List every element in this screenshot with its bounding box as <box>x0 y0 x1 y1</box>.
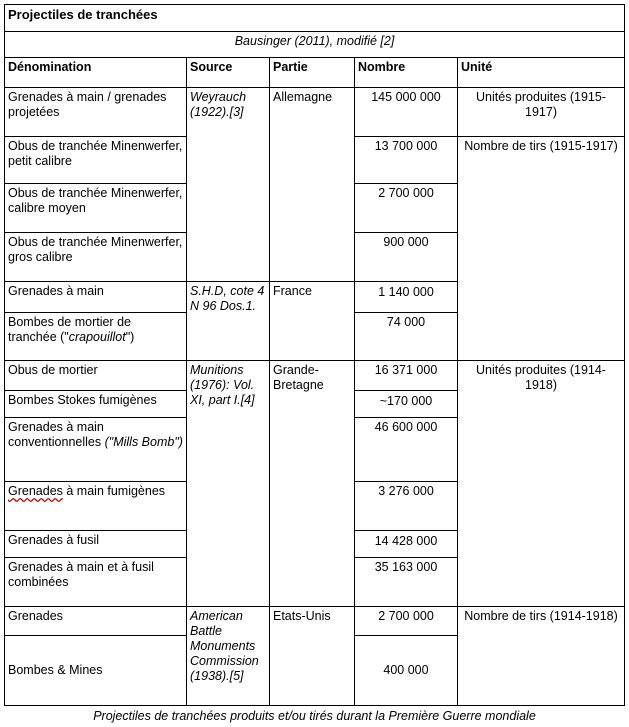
nombre-cell: 2 700 000 <box>355 607 458 636</box>
denomination-text: Grenades à main conventionnelles <box>8 419 105 449</box>
denomination-cell: Obus de tranchée Minenwerfer, gros calibre <box>5 232 187 281</box>
nombre-cell: ~170 000 <box>355 390 458 417</box>
denomination-cell: Obus de tranchée Minenwerfer, petit calibre <box>5 137 187 184</box>
source-cell: Weyrauch (1922).[3] <box>187 88 270 281</box>
figure-caption: Projectiles de tranchées produits et/ou tirés durant la Première Guerre mondiale <box>93 709 536 723</box>
denomination-cell: Bombes & Mines <box>5 636 187 706</box>
denomination-cell <box>5 312 187 360</box>
denomination-cell: Grenades à main / grenades projetées <box>5 88 187 137</box>
source-cell: American Battle Monuments Commission (1938).[5] <box>187 607 270 706</box>
unite-cell: Unités produites (1915-1917) <box>458 88 625 137</box>
denomination-text: à main fumigènes <box>62 484 166 499</box>
denomination-cell: Grenades à main <box>5 281 187 312</box>
header-source: Source <box>187 58 270 88</box>
partie-cell: Allemagne <box>270 88 355 281</box>
nombre-cell: 2 700 000 <box>355 183 458 232</box>
nombre-cell: 145 000 000 <box>355 88 458 137</box>
denomination-cell <box>5 482 187 531</box>
denomination-cell: Grenades <box>5 607 187 636</box>
header-partie: Partie <box>270 58 355 88</box>
source-cell: Munitions (1976): Vol. XI, part I.[4] <box>187 360 270 606</box>
title-row <box>5 5 625 32</box>
denomination-cell <box>5 417 187 481</box>
table-title: Projectiles de tranchées <box>5 5 625 32</box>
source-cell: S.H.D, cote 4 N 96 Dos.1. <box>187 281 270 360</box>
nombre-cell: 74 000 <box>355 312 458 360</box>
table-row <box>5 88 625 137</box>
partie-cell: Etats-Unis <box>270 607 355 706</box>
denomination-cell: Grenades à main et à fusil combinées <box>5 558 187 607</box>
table-subtitle: Bausinger (2011), modifié [2] <box>5 32 625 58</box>
unite-cell: Unités produites (1914-1918) <box>458 360 625 606</box>
table-row <box>5 360 625 390</box>
nombre-cell: 1 140 000 <box>355 281 458 312</box>
denomination-cell: Obus de mortier <box>5 360 187 390</box>
subtitle-row <box>5 32 625 58</box>
unite-cell: Nombre de tirs (1914-1918) <box>458 607 625 706</box>
denomination-italic: ("Mills Bomb") <box>104 434 183 449</box>
header-denomination: Dénomination <box>5 58 187 88</box>
denomination-italic: crapouillot <box>68 329 126 344</box>
denomination-text: Bombes de mortier de tranchée (" <box>8 314 131 344</box>
header-nombre: Nombre <box>355 58 458 88</box>
nombre-cell: 16 371 000 <box>355 360 458 390</box>
nombre-cell: 3 276 000 <box>355 482 458 531</box>
nombre-cell: 400 000 <box>355 636 458 706</box>
unite-cell: Nombre de tirs (1915-1917) <box>458 137 625 361</box>
nombre-cell: 13 700 000 <box>355 137 458 184</box>
denomination-text: ") <box>125 329 135 344</box>
projectiles-table <box>4 4 625 706</box>
nombre-cell: 900 000 <box>355 232 458 281</box>
table-row <box>5 607 625 636</box>
nombre-cell: 14 428 000 <box>355 531 458 558</box>
denomination-cell: Obus de tranchée Minenwerfer, calibre moyen <box>5 183 187 232</box>
header-unite: Unité <box>458 58 625 88</box>
header-row <box>5 58 625 88</box>
denomination-cell: Bombes Stokes fumigènes <box>5 390 187 417</box>
denomination-cell: Grenades à fusil <box>5 531 187 558</box>
nombre-cell: 35 163 000 <box>355 558 458 607</box>
nombre-cell: 46 600 000 <box>355 417 458 481</box>
partie-cell: France <box>270 281 355 360</box>
denomination-underlined: Grenades <box>8 484 63 499</box>
partie-cell: Grande-Bretagne <box>270 360 355 606</box>
